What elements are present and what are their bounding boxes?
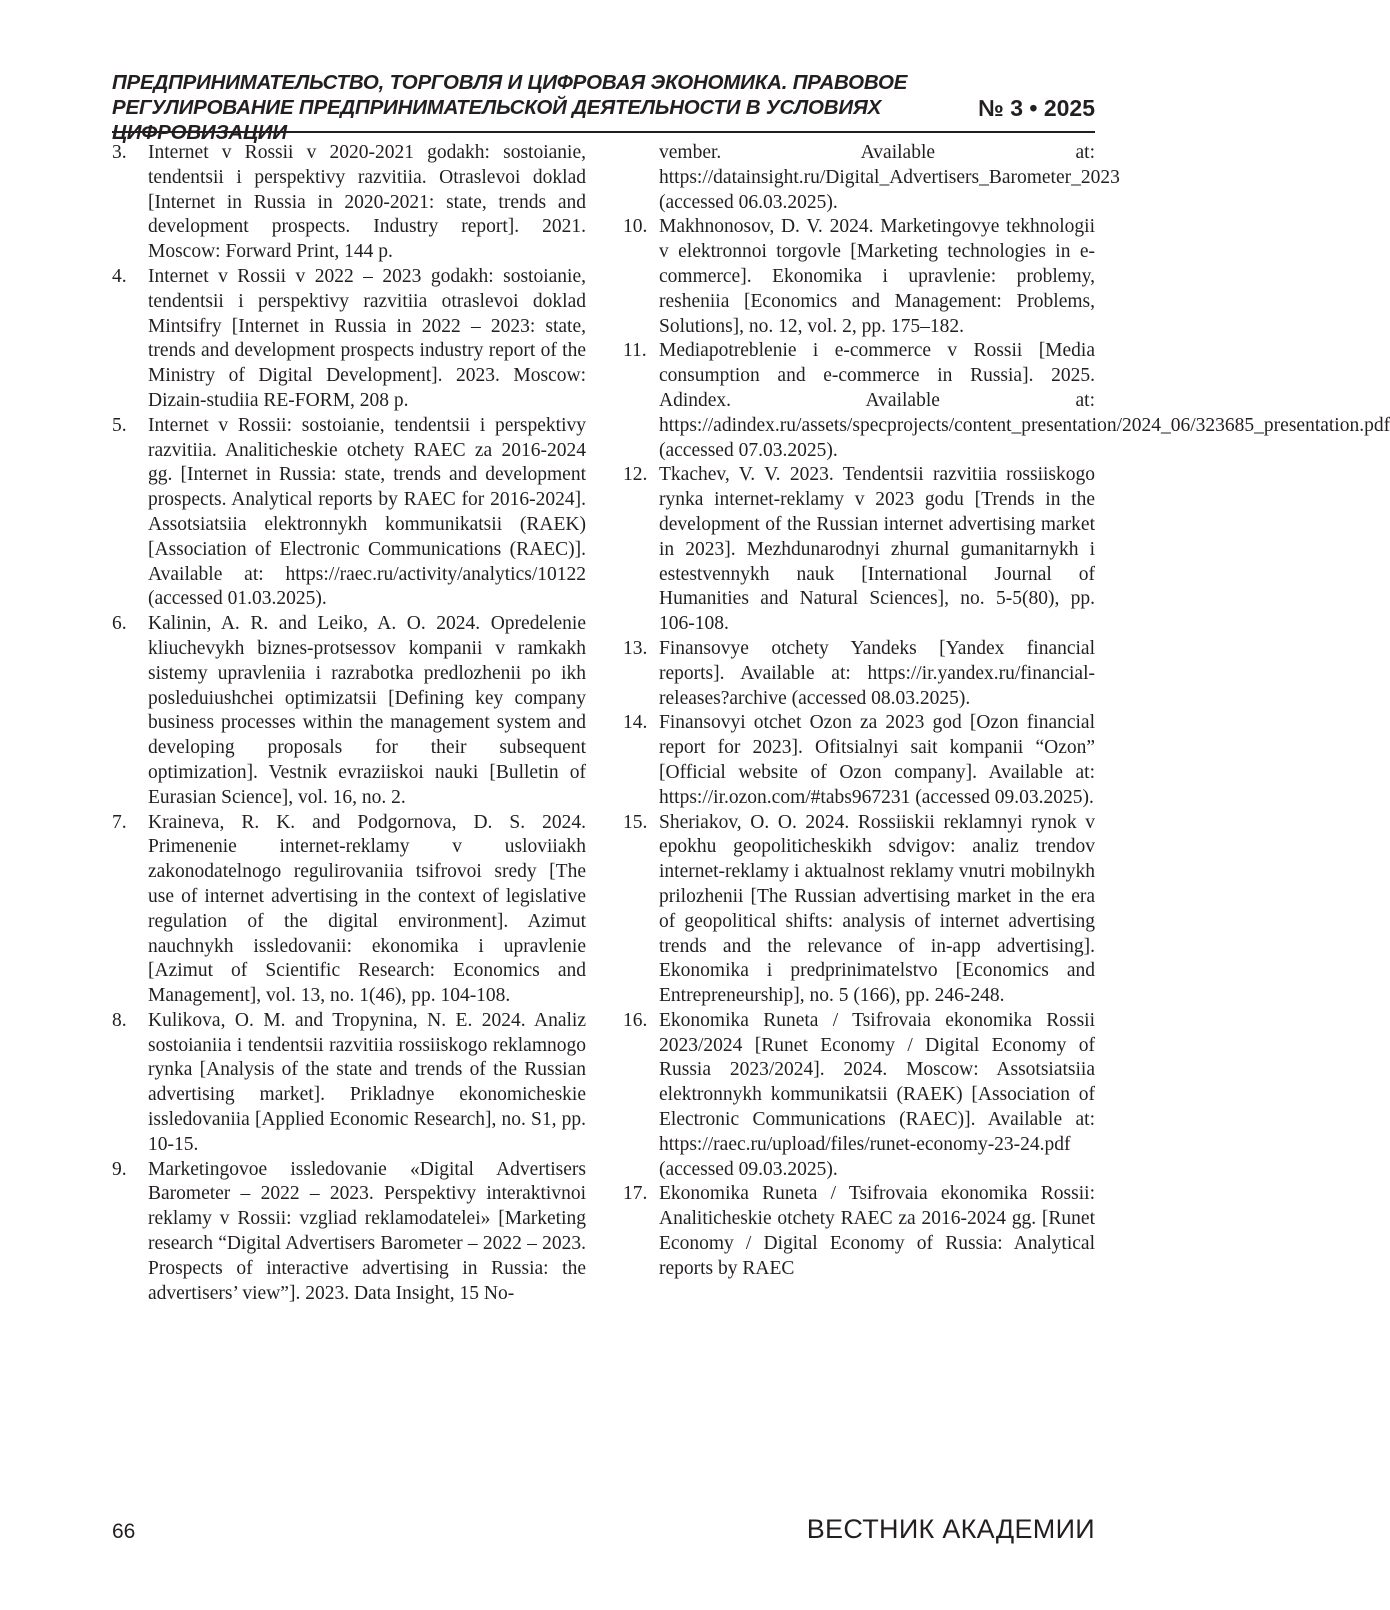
reference-number: 5. [112,414,127,436]
reference-item [112,1158,586,1307]
reference-item [623,1009,1095,1183]
reference-text: Internet v Rossii v 2022 – 2023 godakh: sostoianie, tendentsii i perspektivy razvitiia otraslevoi doklad Mintsifry [Internet in Russia in 2022 – 2023: state, trends and development prospects industry report of the Ministry of Digital Development]. 2023. Moscow: Dizain-studiia RE-FORM, 208 p. [148,265,586,411]
reference-text: Internet v Rossii v 2020-2021 godakh: sostoianie, tendentsii i perspektivy razvitiia. Otraslevoi doklad [Internet in Russia in 2020-2021: state, trends and development prospects. Industry report]. 2021. Moscow: Forward Print, 144 p. [148,142,586,263]
reference-text: Kalinin, A. R. and Leiko, A. O. 2024. Opredelenie kliuchevykh biznes-protsessov kompanii v ramkakh sistemy upravleniia i razrabotka predlozhenii po ikh posleduiushchei optimizatsii [Defining key company business processes within the management system and developing proposals for their subsequent optimization]. Vestnik evraziiskoi nauki [Bulletin of Eurasian Science], vol. 16, no. 2. [148,613,586,808]
reference-item [112,1009,586,1158]
reference-item [112,811,586,1009]
reference-number: 7. [112,811,127,833]
reference-item [112,612,586,810]
reference-text: Marketingovoe issledovanie «Digital Advertisers Barometer – 2022 – 2023. Perspektivy interaktivnoi reklamy v Rossii: vzgliad reklamodatelei» [Marketing research “Digital Advertisers Barometer – 2022 – 2023. Prospects of interactive advertising in Russia: the advertisers’ view”]. 2023. Data Insight, 15 No- [148,1158,586,1304]
reference-text: Finansovye otchety Yandeks [Yandex financial reports]. Available at: https://ir.yandex.ru/financial-releases?archive (accessed 08.03.2025). [659,637,1095,709]
reference-text: Finansovyi otchet Ozon za 2023 god [Ozon financial report for 2023]. Ofitsialnyi sait kompanii “Ozon” [Official website of Ozon company]. Available at: https://ir.ozon.com/#tabs967231 (accessed 09.03.2025). [659,712,1095,808]
reference-item [623,215,1095,339]
page-number: 66 [112,1520,136,1543]
reference-text: Ekonomika Runeta / Tsifrovaia ekonomika Rossii 2023/2024 [Runet Economy / Digital Economy of Russia 2023/2024]. 2024. Moscow: Assotsiatsiia elektronnykh kommunikatsii (RAEK) [Association of Electronic Communications (RAEC)]. Available at: https://raec.ru/upload/files/runet-economy-23-24.pdf (accessed 09.03.2025). [659,1009,1095,1180]
reference-number: 17. [623,1183,648,1205]
reference-number: 6. [112,613,127,635]
reference-item [623,463,1095,637]
reference-text: Kulikova, O. M. and Tropynina, N. E. 2024. Analiz sostoianiia i tendentsii razvitiia rossiiskogo reklamnogo rynka [Analysis of the state and trends of the Russian advertising market]. Prikladnye ekonomicheskie issledovaniia [Applied Economic Research], no. S1, pp. 10-15. [148,1009,586,1155]
reference-item [112,265,586,414]
reference-number: 13. [623,637,648,659]
reference-item [623,811,1095,1009]
reference-text: Ekonomika Runeta / Tsifrovaia ekonomika Rossii: Analiticheskie otchety RAEC za 2016-2024 gg. [Runet Economy / Digital Economy of Russia: Analytical reports by RAEC [659,1183,1095,1279]
reference-number: 8. [112,1009,127,1031]
journal-name: ВЕСТНИК АКАДЕМИИ [806,1514,1095,1544]
reference-item [112,141,586,265]
reference-text: Mediapotreblenie i e-commerce v Rossii [Media consumption and e-commerce in Russia]. 2025. Adindex. Available at: https://adindex.ru/assets/specprojects/content_presentation/2024_06/323685_presentation.pdf (accessed 07.03.2025). [659,340,1390,461]
header-divider [112,131,1095,133]
running-header [112,70,1095,145]
reference-number: 3. [112,142,127,163]
reference-text: Sheriakov, O. O. 2024. Rossiiskii reklamnyi rynok v epokhu geopoliticheskikh sdvigov: analiz trendov internet-reklamy i aktualnost reklamy vnutri mobilnykh prilozhenii [The Russian advertising market in the era of geopolitical shifts: analysis of internet advertising trends and the relevance of in-app advertising]. Ekonomika i predprinimatelstvo [Economics and Entrepreneurship], no. 5 (166), pp. 246-248. [659,811,1095,1007]
reference-continuation [623,141,1120,215]
reference-number: 4. [112,265,127,287]
reference-column-left [112,141,586,1306]
reference-number: 10. [623,216,648,238]
section-title: ПРЕДПРИНИМАТЕЛЬСТВО, ТОРГОВЛЯ И ЦИФРОВАЯ ЭКОНОМИКА. ПРАВОВОЕ РЕГУЛИРОВАНИЕ ПРЕДПРИНИМАТЕЛЬСКОЙ ДЕЯТЕЛЬНОСТИ В УСЛОВИЯХ ЦИФРОВИЗАЦИИ [112,71,908,144]
reference-item [623,339,1390,463]
reference-text: Tkachev, V. V. 2023. Tendentsii razvitiia rossiiskogo rynka internet-reklamy v 2023 godu [Trends in the development of the Russian internet advertising market in 2023]. Mezhdunarodnyi zhurnal gumanitarnykh i estestvennykh nauk [International Journal of Humanities and Natural Sciences], no. 5-5(80), pp. 106-108. [659,464,1095,635]
reference-number: 12. [623,464,648,486]
reference-number: 16. [623,1009,648,1031]
reference-text: vember. Available at: https://datainsight.ru/Digital_Advertisers_Barometer_2023 (accessed 06.03.2025). [659,142,1120,213]
reference-text: Makhnonosov, D. V. 2024. Marketingovye tekhnologii v elektronnoi torgovle [Marketing technologies in e-commerce]. Ekonomika i upravlenie: problemy, resheniia [Economics and Management: Problems, Solutions], no. 12, vol. 2, pp. 175–182. [659,216,1095,337]
reference-number: 14. [623,712,648,734]
reference-item [623,1182,1095,1281]
reference-item [623,637,1095,711]
reference-text: Internet v Rossii: sostoianie, tendentsii i perspektivy razvitiia. Analiticheskie otchety RAEC za 2016-2024 gg. [Internet in Russia: state, trends and development prospects. Analytical reports by RAEC for 2016-2024]. Assotsiatsiia elektronnykh kommunikatsii (RAEK) [Association of Electronic Communications (RAEC)]. Available at: https://raec.ru/activity/analytics/10122 (accessed 01.03.2025). [148,414,586,610]
reference-column-right [623,141,1390,1282]
reference-number: 11. [623,340,647,362]
reference-number: 9. [112,1158,127,1180]
reference-text: Kraineva, R. K. and Podgornova, D. S. 2024. Primenenie internet-reklamy v usloviiakh zakonodatelnogo regulirovaniia tsifrovoi sredy [The use of internet advertising in the context of legislative regulation of the digital environment]. Azimut nauchnykh issledovanii: ekonomika i upravlenie [Azimut of Scientific Research: Economics and Management], vol. 13, no. 1(46), pp. 104-108. [148,811,586,1007]
issue-number: № 3 • 2025 [978,95,1095,121]
reference-item [623,711,1095,810]
reference-item [112,414,586,612]
reference-number: 15. [623,811,648,833]
